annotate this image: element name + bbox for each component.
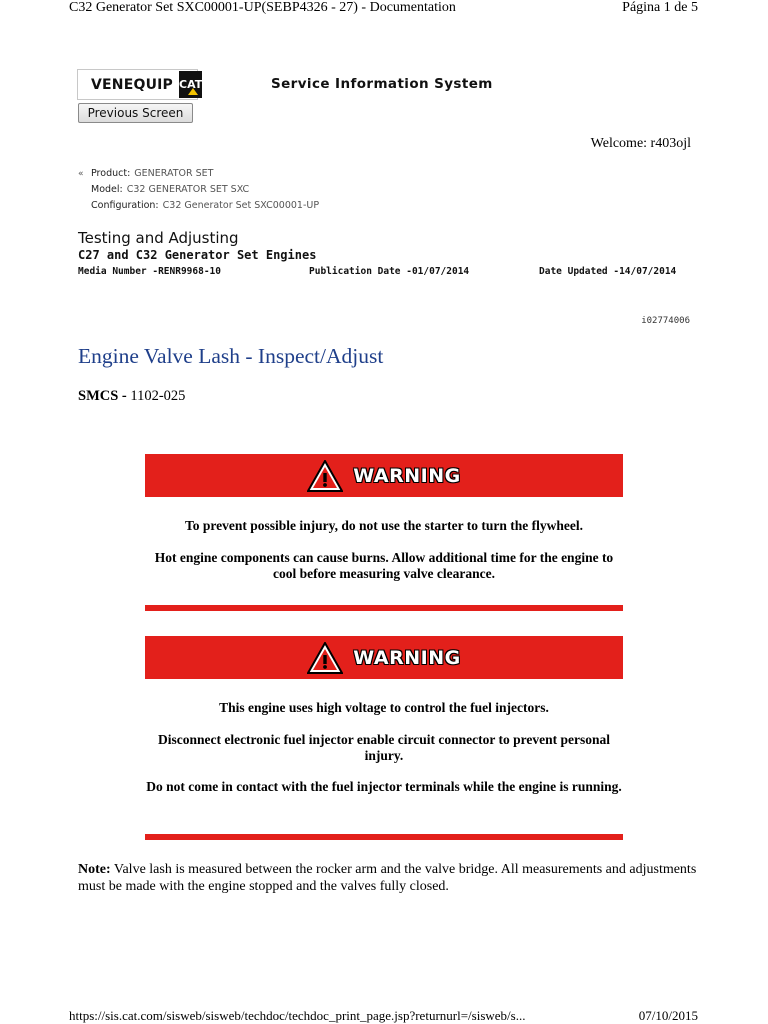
print-footer-date: 07/10/2015 (638, 1008, 698, 1023)
warning-text: Do not come in contact with the fuel injector terminals while the engine is running. (146, 779, 622, 794)
warning-divider (145, 605, 623, 611)
warning-text: Hot engine components can cause burns. Allow additional time for the engine to cool before measuring valve clearance. (154, 550, 614, 581)
configuration-value: C32 Generator Set SXC00001-UP (162, 200, 320, 211)
document-id: i02774006 (641, 316, 690, 326)
date-updated: Date Updated -14/07/2014 (539, 266, 677, 277)
cat-logo-text: CAT (179, 78, 203, 91)
page-title: Engine Valve Lash - Inspect/Adjust (78, 344, 384, 368)
model-row (91, 184, 249, 195)
dealer-logo-text: VENEQUIP (91, 76, 174, 93)
previous-screen-button[interactable]: Previous Screen (78, 103, 193, 123)
product-row (91, 168, 213, 179)
warning-label: WARNING (353, 464, 461, 487)
print-header-title: C32 Generator Set SXC00001-UP(SEBP4326 - 27) - Documentation (69, 0, 456, 15)
model-value: C32 GENERATOR SET SXC (126, 184, 250, 195)
product-value: GENERATOR SET (134, 168, 214, 179)
warning-banner (145, 636, 623, 679)
note-label: Note: (78, 862, 111, 877)
note-paragraph (78, 861, 698, 895)
configuration-row (91, 200, 319, 211)
model-label: Model: (91, 184, 123, 195)
welcome-text: Welcome: r403ojl (590, 136, 691, 151)
smcs-label: SMCS - (78, 388, 127, 404)
cat-logo-icon (179, 71, 202, 98)
back-arrow-icon[interactable]: « (78, 169, 84, 179)
venequip-cat-logo (77, 69, 203, 100)
product-label: Product: (91, 168, 131, 179)
note-text: Valve lash is measured between the rocker arm and the valve bridge. All measurements and adjustments must be made with the engine stopped and the valves fully closed. (78, 862, 697, 894)
warning-text: Disconnect electronic fuel injector enable circuit connector to prevent personal injury. (157, 732, 611, 763)
warning-banner (145, 454, 623, 497)
print-page-number: Página 1 de 5 (622, 0, 698, 15)
section-title: Testing and Adjusting (78, 229, 239, 247)
print-footer-url: https://sis.cat.com/sisweb/sisweb/techdoc/techdoc_print_page.jsp?returnurl=/sisweb/s... (69, 1008, 526, 1023)
system-title: Service Information System (271, 76, 493, 92)
warning-divider (145, 834, 623, 840)
warning-text: To prevent possible injury, do not use the starter to turn the flywheel. (184, 518, 583, 533)
publication-date: Publication Date -01/07/2014 (309, 266, 470, 277)
configuration-label: Configuration: (91, 200, 159, 211)
smcs-code (78, 388, 185, 405)
media-number: Media Number -RENR9968-10 (78, 266, 221, 277)
warning-text: This engine uses high voltage to control the fuel injectors. (219, 700, 549, 715)
warning-triangle-icon (307, 642, 343, 674)
warning-label: WARNING (353, 646, 461, 669)
section-subtitle: C27 and C32 Generator Set Engines (78, 248, 317, 262)
warning-triangle-icon (307, 460, 343, 492)
smcs-value: 1102-025 (130, 388, 186, 404)
